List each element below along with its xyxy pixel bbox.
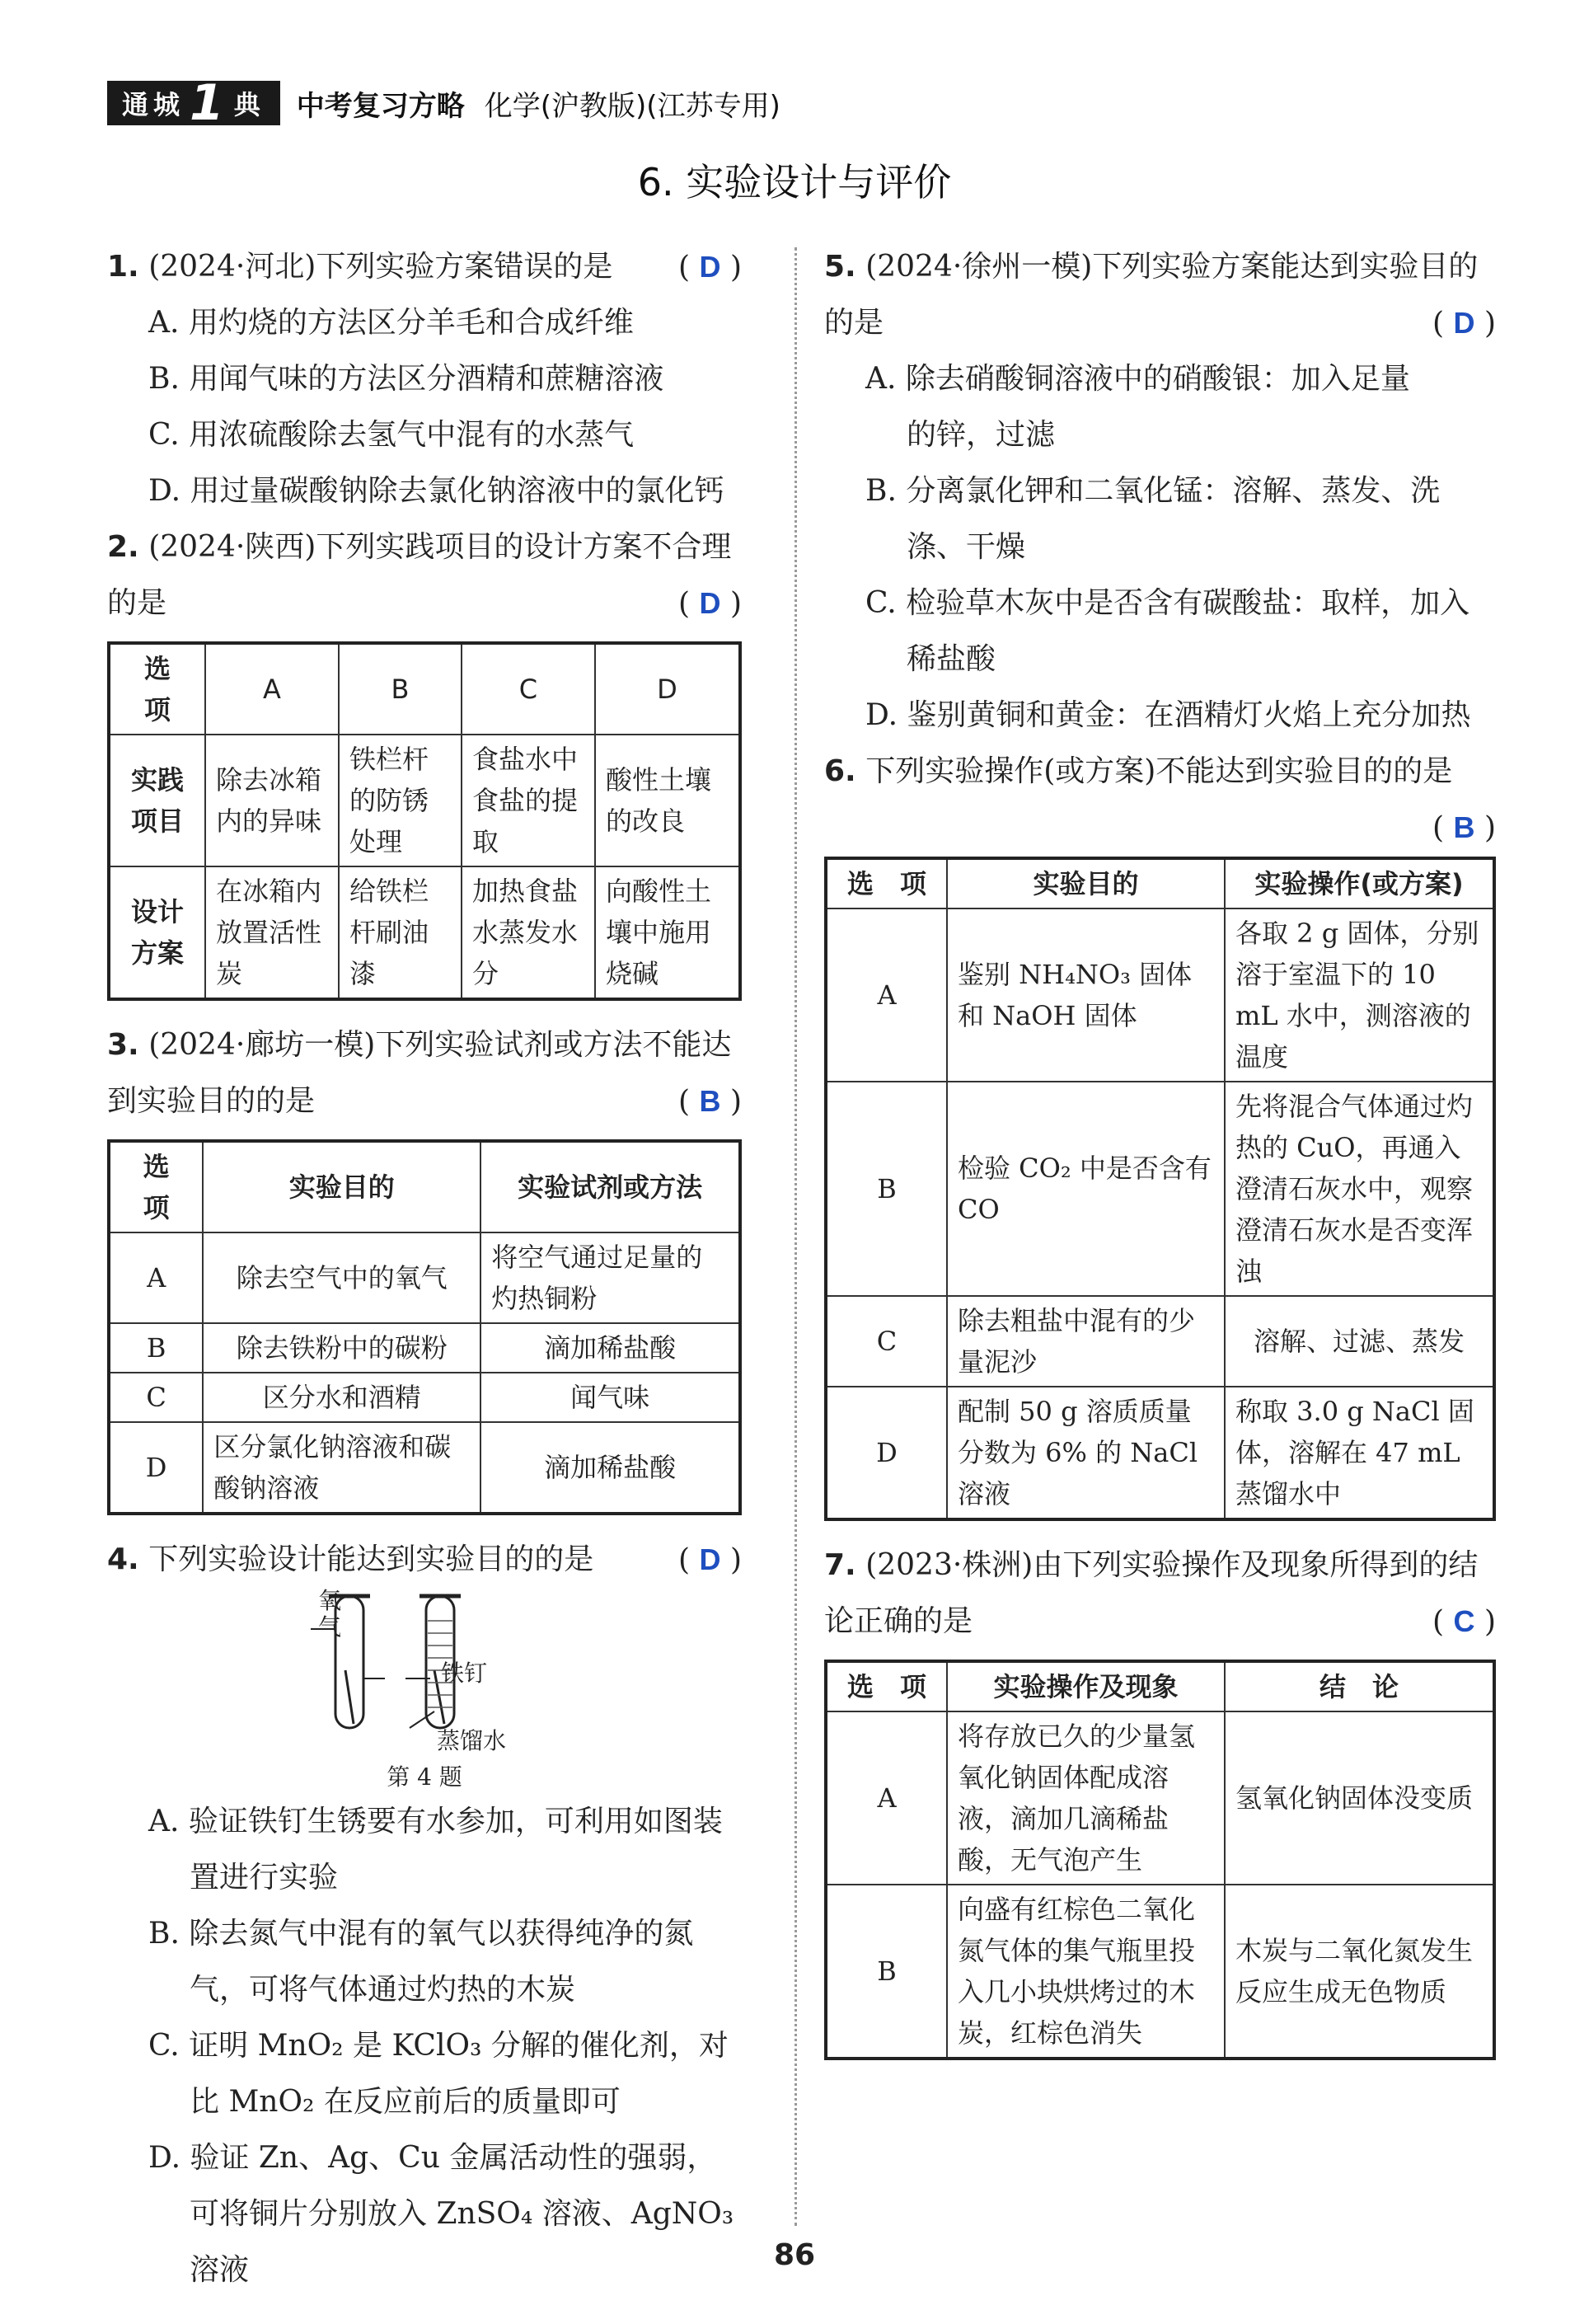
q2-stem: (2024·陕西)下列实践项目的设计方案不合理的是 <box>107 530 732 620</box>
q3-header-method: 实验试剂或方法 <box>480 1141 740 1232</box>
table-row <box>109 1373 740 1422</box>
q7-header-option: 选 项 <box>826 1661 947 1711</box>
table-cell: 区分氯化钠溶液和碳酸钠溶液 <box>203 1422 480 1514</box>
question-7: 7. (2023·株洲)由下列实验操作及现象所得到的结论正确的是 ( C ) 选 项 实验操作及现象 结 论 A 将存放已久的少量氢氧化钠固体配成溶液，滴加几滴稀盐酸，无气泡产生 氢氧化钠固体没变质 B 向盛有红棕色二氧化氮气体的集气瓶里投入几小块烘烤过的木炭，红棕色消失 木炭与二氧化氮发生反应生成无色物质 <box>824 1538 1496 2060</box>
table-cell: 除去铁粉中的碳粉 <box>203 1323 480 1373</box>
table-cell: 各取 2 g 固体，分别溶于室温下的 10 mL 水中，测溶液的温度 <box>1225 908 1494 1082</box>
brand-mid: 1 <box>190 74 229 132</box>
q2-header-option: 选 项 <box>109 643 205 735</box>
label-oxygen: 氧气 <box>317 1587 341 1641</box>
q3-stem: (2024·廊坊一模)下列实验试剂或方法不能达到实验目的的是 <box>107 1028 732 1118</box>
q1-option-d: D. 用过量碳酸钠除去氯化钠溶液中的氯化钙 <box>148 474 724 508</box>
question-6: 6. 下列实验操作(或方案)不能达到实验目的的是 ( B ) 选 项 实验目的 实验操作(或方案) A 鉴别 NH₄NO₃ 固体和 NaOH 固体 各取 2 g 固体，分别溶于室温下的 10 mL 水中，测溶液的温度 B 检验 CO₂ 中是否含有 CO 先将混合气体通过灼热的 CuO，再通入澄清石灰水中，观察澄清石灰水是否变浑浊 C 除去粗盐中混有的少量泥沙 溶解、过滤、蒸发 D 配制 50 g 溶质质量分数为 6% 的 NaCl 溶液 称取 3.0 g NaCl 固体，溶解在 47 mL 蒸馏水中 <box>824 744 1496 1521</box>
right-column <box>824 239 1496 2077</box>
table-cell: 配制 50 g 溶质质量分数为 6% 的 NaCl 溶液 <box>947 1387 1225 1519</box>
q7-stem: (2023·株洲)由下列实验操作及现象所得到的结论正确的是 <box>824 1548 1479 1638</box>
table-row <box>109 1422 740 1514</box>
q4-option-a: A. 验证铁钉生锈要有水参加，可利用如图装置进行实验 <box>148 1805 723 1894</box>
q3-header-purpose: 实验目的 <box>203 1141 480 1232</box>
table-cell: B <box>826 1082 947 1296</box>
book-subtitle: 化学(沪教版)(江苏专用) <box>484 89 780 123</box>
page-number: 86 <box>773 2238 816 2272</box>
table-cell: 木炭与二氧化氮发生反应生成无色物质 <box>1225 1885 1494 2059</box>
table-cell: D <box>826 1387 947 1519</box>
question-4: 4. 下列实验设计能达到实验目的的是 ( D ) 氧气 铁钉 蒸馏水 第 4 题 A. 验证铁钉生锈要有水参加，可利用如图装置进行实验 B. 除去氮气中混有的氧气以获得纯净的氮气，可将气体通过灼热的木炭 C. 证明 MnO₂ 是 KClO₃ 分解的催化剂，对比 MnO₂ 在反应前后的质量即可 D. 验证 Zn、Ag、Cu 金属活动性的强弱，可将铜片分别放入 ZnSO₄ 溶液、AgNO₃ 溶液 <box>107 1532 742 2298</box>
table-cell: 溶解、过滤、蒸发 <box>1225 1296 1494 1387</box>
q6-answer: B <box>1453 810 1475 844</box>
q2-header-a: A <box>205 643 339 735</box>
q6-stem: 下列实验操作(或方案)不能达到实验目的的是 <box>865 754 1453 788</box>
label-nail: 铁钉 <box>441 1660 488 1687</box>
table-cell: 称取 3.0 g NaCl 固体，溶解在 47 mL 蒸馏水中 <box>1225 1387 1494 1519</box>
q4-option-d: D. 验证 Zn、Ag、Cu 金属活动性的强弱，可将铜片分别放入 ZnSO₄ 溶液、AgNO₃ 溶液 <box>148 2141 734 2287</box>
q2-header-d: D <box>595 643 740 735</box>
q2-header-c: C <box>462 643 595 735</box>
q5-stem: (2024·徐州一模)下列实验方案能达到实验目的的是 <box>824 250 1479 340</box>
table-row <box>826 1711 1494 1885</box>
label-water: 蒸馏水 <box>437 1727 507 1754</box>
table-cell: 区分水和酒精 <box>203 1373 480 1422</box>
table-cell: 在冰箱内放置活性炭 <box>205 866 339 999</box>
q6-header-option: 选 项 <box>826 858 947 908</box>
table-cell: 滴加稀盐酸 <box>480 1422 740 1514</box>
q5-number: 5. <box>824 250 856 284</box>
q5-answer: D <box>1453 306 1475 340</box>
q5-option-c: C. 检验草木灰中是否含有碳酸盐：取样，加入稀盐酸 <box>865 586 1470 676</box>
q3-table <box>107 1139 742 1515</box>
q7-answer: C <box>1453 1604 1475 1638</box>
table-row <box>826 1082 1494 1296</box>
table-row <box>826 1885 1494 2059</box>
q1-option-b: B. 用闻气味的方法区分酒精和蔗糖溶液 <box>148 362 664 396</box>
q2-row2-label: 设计方案 <box>109 866 205 999</box>
q4-stem: 下列实验设计能达到实验目的的是 <box>148 1542 594 1576</box>
q2-number: 2. <box>107 530 139 564</box>
table-row <box>109 866 740 999</box>
question-5: 5. (2024·徐州一模)下列实验方案能达到实验目的的是 ( D ) A. 除去硝酸铜溶液中的硝酸银：加入足量的锌，过滤 B. 分离氯化钾和二氧化锰：溶解、蒸发、洗涤、干燥 C. 检验草木灰中是否含有碳酸盐：取样，加入稀盐酸 D. 鉴别黄铜和黄金：在酒精灯火焰上充分加热 <box>824 239 1496 744</box>
q7-header-operation: 实验操作及现象 <box>947 1661 1225 1711</box>
table-row <box>109 1232 740 1323</box>
q6-number: 6. <box>824 754 856 788</box>
table-row <box>826 908 1494 1082</box>
q4-option-b: B. 除去氮气中混有的氧气以获得纯净的氮气，可将气体通过灼热的木炭 <box>148 1917 694 2007</box>
table-row <box>109 1323 740 1373</box>
q7-number: 7. <box>824 1548 856 1582</box>
question-3: 3. (2024·廊坊一模)下列实验试剂或方法不能达到实验目的的是 ( B ) 选 项 实验目的 实验试剂或方法 A 除去空气中的氧气 将空气通过足量的灼热铜粉 B 除去铁粉中的碳粉 滴加稀盐酸 C 区分水和酒精 闻气味 D 区分氯化钠溶液和碳酸钠溶液 滴加稀盐酸 <box>107 1017 742 1515</box>
q1-stem: (2024·河北)下列实验方案错误的是 <box>148 250 613 284</box>
table-cell: C <box>826 1296 947 1387</box>
q6-header-purpose: 实验目的 <box>947 858 1225 908</box>
brand-badge <box>107 74 280 132</box>
q1-answer: D <box>699 250 721 284</box>
table-cell: A <box>826 1711 947 1885</box>
q1-number: 1. <box>107 250 139 284</box>
table-cell: 铁栏杆的防锈处理 <box>339 735 462 866</box>
q6-table <box>824 857 1496 1521</box>
table-cell: 酸性土壤的改良 <box>595 735 740 866</box>
page-header <box>107 74 780 132</box>
q4-number: 4. <box>107 1542 139 1576</box>
table-cell: A <box>826 908 947 1082</box>
table-cell: 除去冰箱内的异味 <box>205 735 339 866</box>
table-cell: C <box>109 1373 203 1422</box>
table-cell: D <box>109 1422 203 1514</box>
q4-figure <box>107 1588 742 1761</box>
q3-number: 3. <box>107 1028 139 1062</box>
q1-option-a: A. 用灼烧的方法区分羊毛和合成纤维 <box>148 306 634 340</box>
question-2: 2. (2024·陕西)下列实践项目的设计方案不合理的是 ( D ) 选 项 A B C D 实践项目 除去冰箱内的异味 铁栏杆的防锈处理 食盐水中食盐的提取 酸性土壤的改良 设计方案 在冰箱内放置活性炭 给铁栏杆刷油漆 加热食盐水蒸发水分 向酸性土壤中施用烧碱 <box>107 519 742 1001</box>
table-cell: 食盐水中食盐的提取 <box>462 735 595 866</box>
q6-header-operation: 实验操作(或方案) <box>1225 858 1494 908</box>
brand-right: 典 <box>233 89 265 120</box>
left-column <box>107 239 742 2298</box>
q1-option-c: C. 用浓硫酸除去氢气中混有的水蒸气 <box>148 418 635 452</box>
q4-answer: D <box>699 1542 721 1576</box>
q7-table <box>824 1660 1496 2060</box>
q5-option-b: B. 分离氯化钾和二氧化锰：溶解、蒸发、洗涤、干燥 <box>865 474 1441 564</box>
table-cell: 向酸性土壤中施用烧碱 <box>595 866 740 999</box>
column-divider <box>794 247 797 2226</box>
table-cell: 除去空气中的氧气 <box>203 1232 480 1323</box>
book-title: 中考复习方略 <box>296 89 465 123</box>
table-cell: 将空气通过足量的灼热铜粉 <box>480 1232 740 1323</box>
q4-option-c: C. 证明 MnO₂ 是 KClO₃ 分解的催化剂，对比 MnO₂ 在反应前后的质量即可 <box>148 2029 729 2119</box>
table-row <box>109 735 740 866</box>
table-cell: 除去粗盐中混有的少量泥沙 <box>947 1296 1225 1387</box>
q7-header-conclusion: 结 论 <box>1225 1661 1494 1711</box>
q5-option-a: A. 除去硝酸铜溶液中的硝酸银：加入足量的锌，过滤 <box>865 362 1410 452</box>
table-cell: 鉴别 NH₄NO₃ 固体和 NaOH 固体 <box>947 908 1225 1082</box>
table-cell: 检验 CO₂ 中是否含有 CO <box>947 1082 1225 1296</box>
q2-answer: D <box>699 586 721 620</box>
table-cell: B <box>826 1885 947 2059</box>
table-cell: 闻气味 <box>480 1373 740 1422</box>
table-cell: 向盛有红棕色二氧化氮气体的集气瓶里投入几小块烘烤过的木炭，红棕色消失 <box>947 1885 1225 2059</box>
section-title: 6. 实验设计与评价 <box>637 160 952 204</box>
q2-header-b: B <box>339 643 462 735</box>
q3-header-option: 选 项 <box>109 1141 203 1232</box>
table-cell: 滴加稀盐酸 <box>480 1323 740 1373</box>
question-1: 1. (2024·河北)下列实验方案错误的是 ( D ) A. 用灼烧的方法区分羊毛和合成纤维 B. 用闻气味的方法区分酒精和蔗糖溶液 C. 用浓硫酸除去氢气中混有的水蒸气 D. 用过量碳酸钠除去氯化钠溶液中的氯化钙 <box>107 239 742 519</box>
table-cell: 给铁栏杆刷油漆 <box>339 866 462 999</box>
table-row <box>826 1387 1494 1519</box>
q2-table <box>107 641 742 1001</box>
q2-row1-label: 实践项目 <box>109 735 205 866</box>
q3-answer: B <box>699 1084 721 1118</box>
brand-left: 通城 <box>122 89 185 120</box>
q4-figure-caption: 第 4 题 <box>387 1763 462 1791</box>
table-cell: B <box>109 1323 203 1373</box>
table-cell: 先将混合气体通过灼热的 CuO，再通入澄清石灰水中，观察澄清石灰水是否变浑浊 <box>1225 1082 1494 1296</box>
table-cell: A <box>109 1232 203 1323</box>
table-row <box>826 1296 1494 1387</box>
q5-option-d: D. 鉴别黄铜和黄金：在酒精灯火焰上充分加热 <box>865 698 1471 732</box>
table-cell: 将存放已久的少量氢氧化钠固体配成溶液，滴加几滴稀盐酸，无气泡产生 <box>947 1711 1225 1885</box>
table-cell: 加热食盐水蒸发水分 <box>462 866 595 999</box>
table-cell: 氢氧化钠固体没变质 <box>1225 1711 1494 1885</box>
